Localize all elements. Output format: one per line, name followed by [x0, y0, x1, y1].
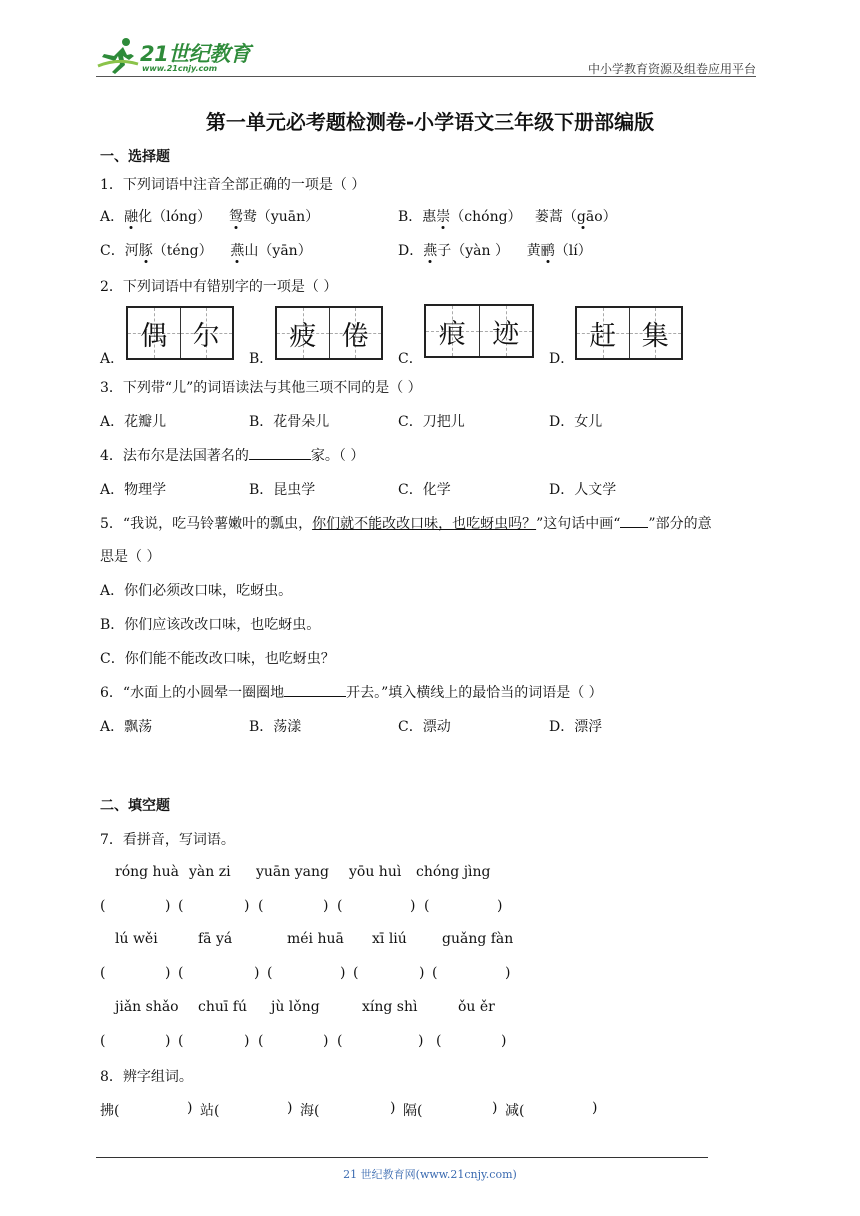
paren-close: )	[340, 965, 346, 981]
grid-char: 痕	[438, 318, 466, 350]
question-5-option-b: B．你们应该改改口味，也吃蚜虫。	[100, 617, 321, 633]
question-8-stem: 8．辨字组词。	[100, 1069, 193, 1085]
paren-close: )	[501, 1033, 507, 1049]
dotted-char: 融	[124, 209, 139, 225]
question-1-option-b	[398, 206, 617, 226]
paren-close: )	[390, 1100, 396, 1116]
paren-close: )	[254, 965, 260, 981]
pinyin: guǎng fàn	[442, 931, 514, 947]
stem-text: 家。（ ）	[310, 448, 365, 464]
runner-logo-icon	[96, 36, 140, 76]
char-cell	[577, 308, 630, 358]
pinyin: yuān yang	[256, 864, 329, 880]
char-cell	[330, 308, 382, 358]
option-text: 蒌	[534, 209, 549, 225]
dotted-char: 鹂	[540, 243, 555, 259]
question-6-stem	[100, 682, 603, 702]
dotted-char: 蒿（gāo）	[548, 209, 617, 225]
paren-close: )	[187, 1100, 193, 1116]
question-4-stem	[100, 445, 364, 465]
pinyin: xī liú	[372, 931, 407, 947]
paren-close: )	[592, 1100, 598, 1116]
paren-open: (	[432, 965, 438, 981]
option-label: D．	[398, 243, 424, 259]
question-6-option-c: C．漂动	[398, 719, 451, 735]
char-prompt: 隔(	[403, 1103, 423, 1119]
grid-char: 尔	[192, 320, 220, 352]
paren-open: (	[100, 965, 106, 981]
char-cell	[181, 308, 233, 358]
question-6-option-d: D．漂浮	[549, 719, 603, 735]
paren-close: )	[497, 898, 503, 914]
paren-close: )	[244, 1033, 250, 1049]
pinyin: méi huā	[287, 931, 344, 947]
paren-close: )	[410, 898, 416, 914]
grid-char: 疲	[289, 320, 317, 352]
logo-url: www.21cnjy.com	[142, 64, 218, 73]
question-3-stem: 3．下列带“儿”的词语读法与其他三项不同的是（ ）	[100, 380, 422, 396]
dotted-char: 豚	[138, 243, 153, 259]
question-2-option-d-grid	[575, 306, 683, 360]
stem-text: 开去。”填入横线上的最恰当的词语是（ ）	[346, 685, 603, 701]
question-7-stem: 7．看拼音，写词语。	[100, 832, 235, 848]
paren-close: )	[287, 1100, 293, 1116]
pinyin: ǒu ěr	[458, 999, 495, 1015]
char-prompt: 拂(	[100, 1103, 120, 1119]
paren-close: )	[323, 898, 329, 914]
grid-char: 倦	[341, 320, 369, 352]
dotted-char: 燕	[423, 243, 438, 259]
question-2-stem: 2．下列词语中有错别字的一项是（ ）	[100, 279, 338, 295]
question-3-option-c: C．刀把儿	[398, 414, 465, 430]
logo-text: 21世纪教育	[140, 42, 251, 66]
question-4-option-d: D．人文学	[549, 482, 617, 498]
pinyin: fā yá	[198, 931, 233, 947]
paren-close: )	[244, 898, 250, 914]
char-prompt: 海(	[300, 1103, 320, 1119]
question-2-option-a-grid	[126, 306, 234, 360]
char-cell	[277, 308, 330, 358]
question-2-option-c-label: C．	[398, 351, 423, 367]
option-text: 子（yàn ）	[437, 243, 509, 259]
paren-close: )	[165, 965, 171, 981]
question-4-option-c: C．化学	[398, 482, 451, 498]
char-prompt: 减(	[505, 1103, 525, 1119]
paren-open: (	[178, 1033, 184, 1049]
question-4-option-b: B．昆虫学	[249, 482, 316, 498]
footer-text: 21 世纪教育网(www.21cnjy.com)	[343, 1168, 517, 1181]
grid-char: 迹	[492, 318, 520, 350]
grid-char: 赶	[589, 320, 617, 352]
question-6-option-a: A．飘荡	[100, 719, 153, 735]
char-cell	[480, 306, 533, 356]
paren-open: (	[424, 898, 430, 914]
char-prompt: 站(	[200, 1103, 220, 1119]
answer-blank	[249, 447, 311, 460]
paren-open: (	[258, 1033, 264, 1049]
paren-close: )	[419, 965, 425, 981]
paren-open: (	[258, 898, 264, 914]
paren-close: )	[165, 1033, 171, 1049]
question-2-option-b-grid	[275, 306, 383, 360]
option-text: （chóng）	[450, 209, 522, 225]
paren-open: (	[353, 965, 359, 981]
dotted-char: 燕	[230, 243, 245, 259]
dotted-char: 鸳	[228, 209, 243, 225]
paren-close: )	[492, 1100, 498, 1116]
question-5-option-a: A．你们必须改口味，吃蚜虫。	[100, 583, 293, 599]
question-3-option-b: B．花骨朵儿	[249, 414, 330, 430]
paren-close: )	[165, 898, 171, 914]
question-1-stem: 1．下列词语中注音全部正确的一项是（ ）	[100, 177, 366, 193]
pinyin: chuī fú	[198, 999, 247, 1015]
section-heading-choice: 一、选择题	[100, 149, 170, 165]
pinyin: jiǎn shǎo	[115, 999, 179, 1015]
question-3-option-a: A．花瓣儿	[100, 414, 167, 430]
pinyin: yōu huì	[349, 864, 402, 880]
header-divider	[96, 76, 756, 77]
question-2-option-d-label: D．	[549, 351, 575, 367]
option-text: （téng）	[152, 243, 213, 259]
stem-text: 6．“水面上的小圆晕一圈圈地	[100, 685, 285, 701]
stem-text: ”部分的意	[648, 516, 712, 532]
underlined-sentence: 你们就不能改改口味，也吃蚜虫吗？	[312, 516, 537, 532]
question-6-option-b: B．荡漾	[249, 719, 302, 735]
paren-open: (	[100, 898, 106, 914]
question-1-option-d	[398, 240, 592, 260]
option-label: C．河	[100, 243, 139, 259]
paren-open: (	[267, 965, 273, 981]
underline-sample	[620, 515, 648, 528]
option-text: （lí）	[554, 243, 592, 259]
option-text: 鸯（yuān）	[242, 209, 320, 225]
char-cell	[630, 308, 682, 358]
char-cell	[128, 308, 181, 358]
char-cell	[426, 306, 480, 356]
footer-divider	[96, 1157, 708, 1158]
paren-open: (	[178, 965, 184, 981]
paren-open: (	[337, 1033, 343, 1049]
question-5-stem-line2: 思是（ ）	[100, 549, 161, 565]
pinyin: yàn zi	[189, 864, 231, 880]
paren-close: )	[418, 1033, 424, 1049]
question-2-option-c-grid	[424, 304, 534, 358]
option-label: A．	[100, 209, 125, 225]
site-logo	[96, 36, 266, 76]
section-heading-fill: 二、填空题	[100, 798, 170, 814]
option-text: 黄	[526, 243, 541, 259]
option-text: 化（lóng）	[138, 209, 212, 225]
platform-name: 中小学教育资源及组卷应用平台	[587, 62, 756, 76]
question-3-option-d: D．女儿	[549, 414, 603, 430]
question-2-option-b-label: B．	[249, 351, 274, 367]
pinyin: chóng jìng	[416, 864, 491, 880]
dotted-char: 崇	[436, 209, 451, 225]
pinyin: jù lǒng	[271, 999, 320, 1015]
stem-text: 5．“我说，吃马铃薯嫩叶的瓢虫，	[100, 516, 313, 532]
grid-char: 集	[641, 320, 669, 352]
question-4-option-a: A．物理学	[100, 482, 167, 498]
stem-text: 4．法布尔是法国著名的	[100, 448, 249, 464]
pinyin: xíng shì	[362, 999, 418, 1015]
paren-close: )	[323, 1033, 329, 1049]
paren-open: (	[436, 1033, 442, 1049]
paren-open: (	[337, 898, 343, 914]
question-5-stem	[100, 513, 712, 533]
pinyin: lú wěi	[115, 931, 158, 947]
paren-close: )	[505, 965, 511, 981]
grid-char: 偶	[140, 320, 168, 352]
question-5-option-c: C．你们能不能改改口味，也吃蚜虫？	[100, 651, 335, 667]
question-2-option-a-label: A．	[100, 351, 125, 367]
option-label: B．惠	[398, 209, 437, 225]
question-1-option-c	[100, 240, 312, 260]
question-1-option-a	[100, 206, 319, 226]
page-title: 第一单元必考题检测卷-小学语文三年级下册部编版	[205, 110, 655, 134]
pinyin: róng huà	[115, 864, 179, 880]
answer-blank	[284, 684, 346, 697]
paren-open: (	[100, 1033, 106, 1049]
option-text: 山（yān）	[244, 243, 312, 259]
stem-text: ”这句话中画“	[536, 516, 621, 532]
paren-open: (	[178, 898, 184, 914]
